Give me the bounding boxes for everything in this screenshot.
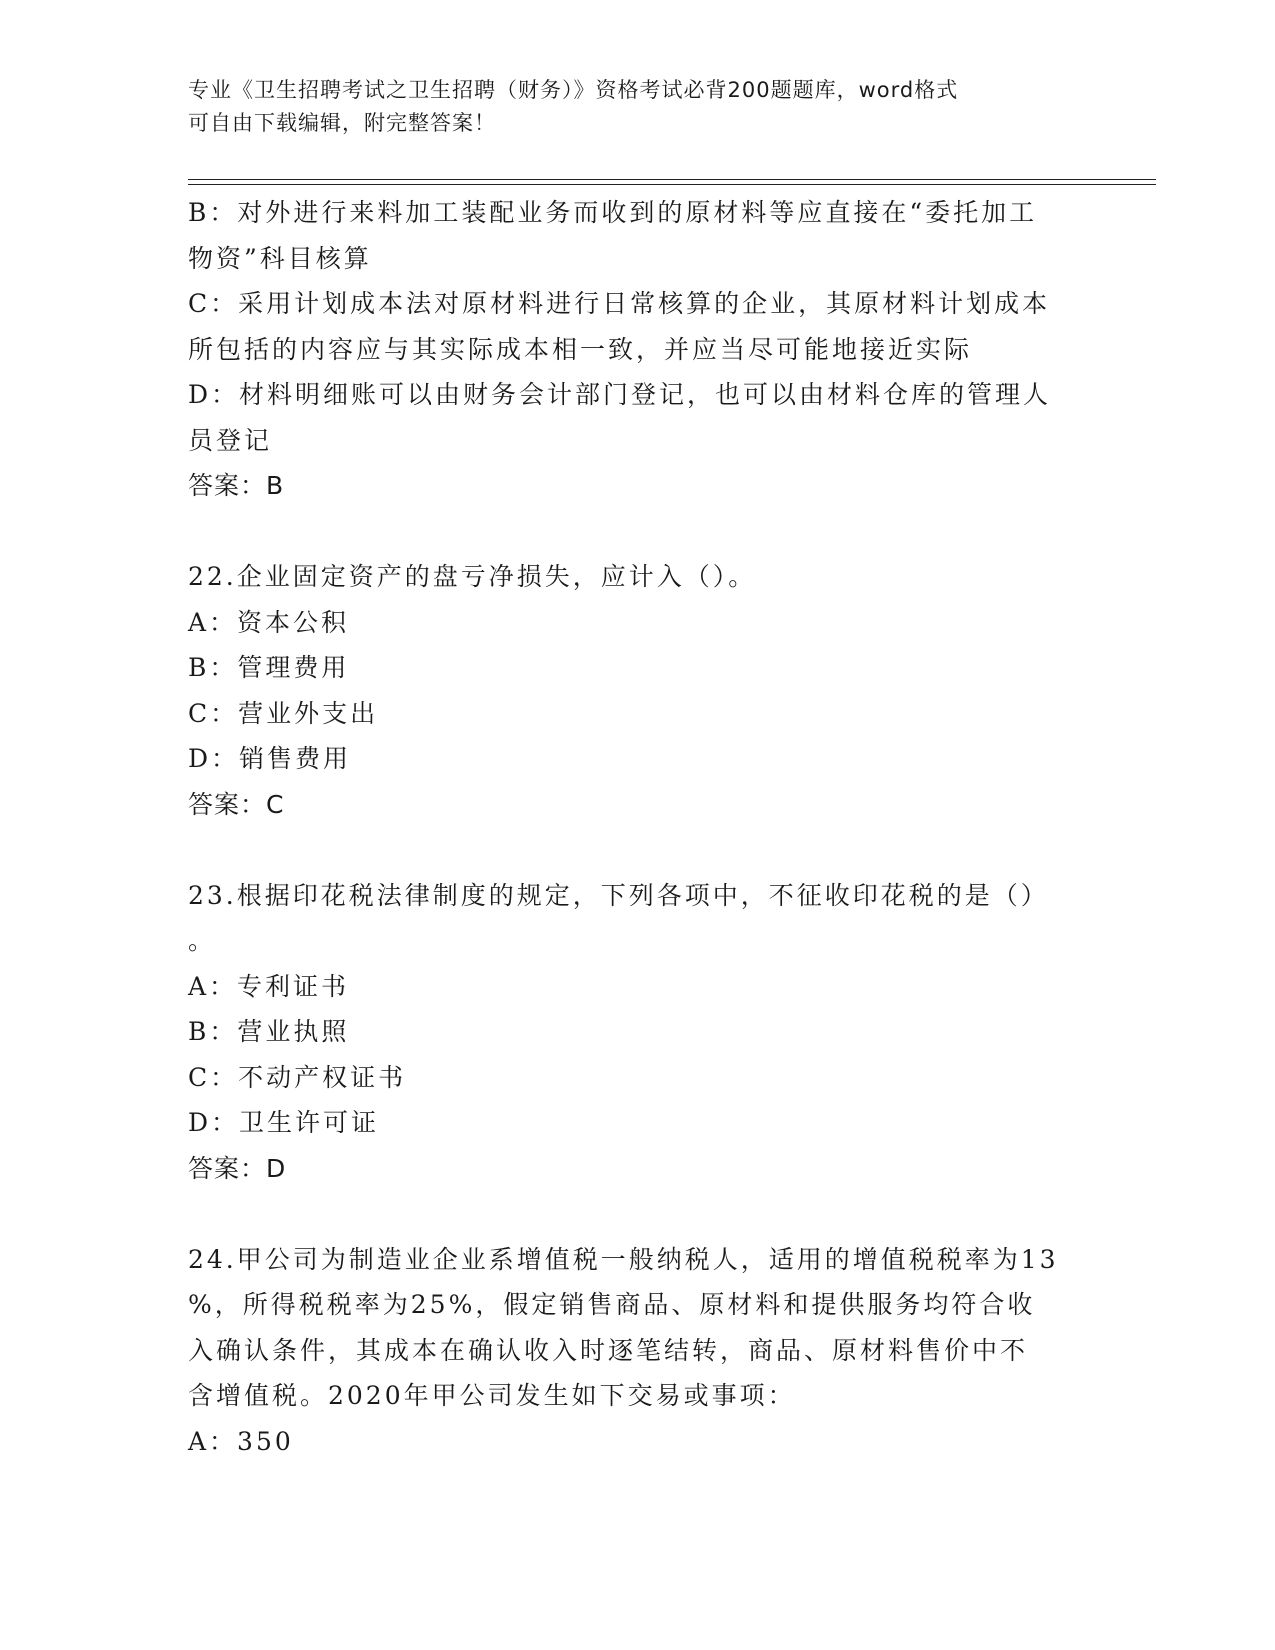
q23-answer: 答案：D xyxy=(188,1153,287,1183)
page-header xyxy=(188,74,1068,140)
q24-stem-line-2: %，所得税税率为25%，假定销售商品、原材料和提供服务均符合收 xyxy=(188,1290,1036,1319)
q22-stem: 22.企业固定资产的盘亏净损失，应计入（）。 xyxy=(188,562,757,591)
q23-stem-line-2: 。 xyxy=(188,926,217,955)
q21-option-d-line-1: D：材料明细账可以由财务会计部门登记，也可以由材料仓库的管理人 xyxy=(188,380,1052,409)
q23-option-b: B：营业执照 xyxy=(188,1017,350,1046)
q23-stem-line-1: 23.根据印花税法律制度的规定，下列各项中，不征收印花税的是（） xyxy=(188,880,1049,910)
question-content xyxy=(188,190,1088,1464)
q21-option-d-line-2: 员登记 xyxy=(188,425,273,455)
q22-option-c: C：营业外支出 xyxy=(188,698,379,728)
spacer xyxy=(188,827,1088,873)
q21-option-c-line-1: C：采用计划成本法对原材料进行日常核算的企业，其原材料计划成本 xyxy=(188,289,1051,318)
q24-stem-line-1: 24.甲公司为制造业企业系增值税一般纳税人，适用的增值税税率为13 xyxy=(188,1244,1059,1274)
q21-option-c-line-2: 所包括的内容应与其实际成本相一致，并应当尽可能地接近实际 xyxy=(188,334,973,364)
q23-option-d: D：卫生许可证 xyxy=(188,1108,380,1137)
question-22 xyxy=(188,554,1088,827)
q24-stem-line-4: 含增值税。2020年甲公司发生如下交易或事项： xyxy=(188,1381,796,1410)
q21-option-b-line-2: 物资”科目核算 xyxy=(188,243,372,273)
spacer xyxy=(188,1191,1088,1237)
q24-option-a: A：350 xyxy=(188,1426,294,1456)
q21-answer: 答案：B xyxy=(188,471,285,500)
question-21-tail xyxy=(188,190,1088,509)
q22-answer: 答案：C xyxy=(188,789,285,819)
header-line-2: 可自由下载编辑，附完整答案！ xyxy=(188,111,496,135)
header-divider-bottom xyxy=(188,184,1156,185)
q24-stem-line-3: 入确认条件，其成本在确认收入时逐笔结转，商品、原材料售价中不 xyxy=(188,1335,1029,1365)
header-line-1: 专业《卫生招聘考试之卫生招聘（财务）》资格考试必背200题题库，word格式 xyxy=(188,78,959,102)
q22-option-b: B：管理费用 xyxy=(188,653,350,682)
spacer xyxy=(188,509,1088,555)
q22-option-d: D：销售费用 xyxy=(188,744,352,773)
q21-option-b-line-1: B：对外进行来料加工装配业务而收到的原材料等应直接在“委托加工 xyxy=(188,198,1038,227)
header-divider-top xyxy=(188,179,1156,180)
q23-option-c: C：不动产权证书 xyxy=(188,1062,407,1092)
question-24 xyxy=(188,1237,1088,1465)
q22-option-a: A：资本公积 xyxy=(188,607,350,637)
q23-option-a: A：专利证书 xyxy=(188,971,350,1001)
question-23 xyxy=(188,873,1088,1192)
